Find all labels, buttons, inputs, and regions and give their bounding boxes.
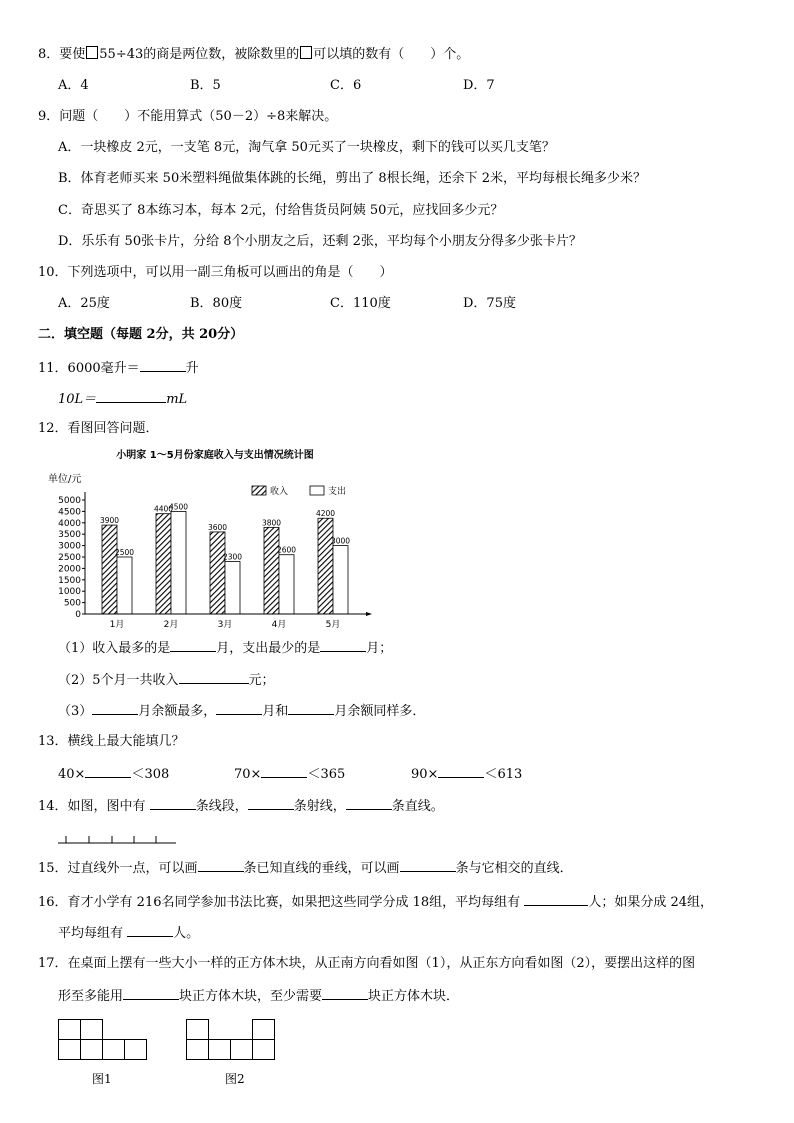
legend-swatch-expense [310, 486, 324, 495]
q10-option-c: C．110度 [330, 296, 391, 311]
answer-blank[interactable] [85, 764, 131, 778]
block-square [187, 1040, 209, 1060]
q14-stem [38, 796, 444, 816]
block-square [59, 1020, 81, 1040]
q13-item-1 [58, 764, 169, 784]
q8-option-b: B．5 [190, 78, 221, 93]
bar-value-label: 4500 [168, 502, 189, 512]
q13-item-post: ＜308 [131, 767, 170, 782]
q9-stem: 9．问题（ ）不能用算式（50－2）÷8来解决。 [38, 109, 338, 124]
q10-option-d: D．75度 [463, 296, 516, 311]
y-tick-label: 3000 [58, 541, 81, 552]
y-tick-label: 4000 [58, 518, 81, 529]
bar-value-label: 2500 [114, 548, 135, 557]
answer-blank[interactable] [198, 858, 244, 872]
block-square [253, 1020, 275, 1040]
q17-c: 块正方体木块，至少需要 [179, 989, 323, 1004]
q13-stem: 13．横线上最大能填几？ [38, 734, 185, 749]
y-tick-label: 2500 [58, 553, 81, 563]
q16-d: 人。 [173, 926, 200, 941]
figure-1-blocks [58, 1019, 148, 1061]
q16-c: 平均每组有 [58, 926, 124, 941]
bar-chart [40, 444, 372, 630]
answer-blank[interactable] [170, 638, 216, 652]
answer-blank[interactable] [96, 389, 166, 403]
q14-a: 14．如图，图中有 [38, 799, 146, 814]
y-tick-label: 3500 [58, 530, 81, 541]
q14-d: 条直线。 [391, 799, 444, 814]
block-square [231, 1040, 253, 1060]
bar-expense [225, 562, 240, 614]
q11-b-pre: 10L＝ [58, 392, 97, 407]
answer-blank[interactable] [288, 701, 334, 715]
bar-expense [171, 511, 186, 614]
q13-item-pre: 70× [234, 767, 262, 782]
q12-stem: 12．看图回答问题． [38, 421, 159, 436]
q12-sub1-b: 月，支出最少的是 [216, 641, 321, 656]
q12-sub1-c: 月； [366, 641, 393, 656]
answer-blank[interactable] [524, 892, 588, 906]
q12-sub3 [58, 701, 425, 721]
bar-value-label: 4200 [315, 509, 336, 519]
blank-box-icon [300, 46, 312, 59]
answer-blank[interactable] [92, 701, 138, 715]
y-tick-label: 1000 [58, 587, 81, 598]
q11-a-pre: 11．6000毫升＝ [38, 361, 140, 376]
block-square [187, 1020, 209, 1040]
q15-c: 条与它相交的直线． [455, 861, 573, 876]
q17-line-2 [58, 986, 459, 1006]
x-category-label: 2月 [163, 620, 179, 630]
section-heading: 二．填空题（每题 2分，共 20分） [38, 327, 244, 342]
bar-value-label: 3800 [261, 518, 282, 528]
q8-stem-a: 8．要使 [38, 47, 86, 62]
answer-blank[interactable] [216, 701, 262, 715]
q12-sub3-a: （3） [58, 704, 93, 719]
q10-stem: 10．下列选项中，可以用一副三角板可以画出的角是（ ） [38, 265, 393, 280]
y-axis-label: 单位/元 [48, 474, 82, 485]
legend-label-income: 收入 [270, 487, 289, 497]
q13-item-pre: 40× [58, 767, 86, 782]
q13-item-3 [411, 764, 522, 784]
q13-item-pre: 90× [411, 767, 439, 782]
q15-b: 条已知直线的垂线，可以画 [243, 861, 400, 876]
q13-item-post: ＜613 [484, 767, 523, 782]
q17-line-1: 17．在桌面上摆有一些大小一样的正方体木块，从正南方向看如图（1），从正东方向看如图（2），要摆出这样的图 [38, 956, 696, 971]
q17-b: 形至多能用 [58, 989, 124, 1004]
q9-option-d: D．乐乐有 50张卡片，分给 8个小朋友之后，还剩 2张，平均每个小朋友分得多少张卡片？ [58, 234, 582, 249]
q10-option-b: B．80度 [190, 296, 243, 311]
answer-blank[interactable] [320, 638, 366, 652]
bar-income [102, 525, 117, 614]
chart-legend [252, 485, 346, 497]
q12-sub3-d: 月余额同样多． [334, 704, 426, 719]
q13-item-2 [234, 764, 345, 784]
q9-option-a: A．一块橡皮 2元，一支笔 8元，淘气拿 50元买了一块橡皮，剩下的钱可以买几支笔？ [58, 140, 555, 155]
q15-stem [38, 858, 573, 878]
answer-blank[interactable] [400, 858, 456, 872]
q12-sub3-b: 月余额最多， [138, 704, 217, 719]
q15-a: 15．过直线外一点，可以画 [38, 861, 198, 876]
q10-option-a: A．25度 [58, 296, 110, 311]
q11-line-a [38, 358, 199, 378]
legend-label-expense: 支出 [328, 487, 347, 497]
block-square [81, 1040, 103, 1060]
q16-a: 16．育才小学有 216名同学参加书法比赛，如果把这些同学分成 18组，平均每组有 [38, 895, 521, 910]
x-category-label: 3月 [217, 620, 233, 630]
q16-b: 人；如果分成 24组， [588, 895, 713, 910]
bar-income [318, 518, 333, 614]
q17-d: 块正方体木块． [368, 989, 460, 1004]
q12-sub1 [58, 638, 392, 658]
bar-value-label: 3600 [207, 522, 228, 532]
bar-value-label: 2300 [222, 552, 243, 562]
bar-income [264, 527, 279, 614]
bar-expense [117, 557, 132, 614]
bar-value-label: 3000 [330, 536, 351, 546]
bar-expense [333, 546, 348, 614]
q8-option-d: D．7 [463, 78, 495, 93]
q16-line-1 [38, 892, 713, 912]
chart-title: 小明家 1～5月份家庭收入与支出情况统计图 [116, 450, 314, 461]
x-axis-arrow-icon [366, 612, 372, 616]
y-tick-label: 4500 [58, 507, 81, 518]
q9-option-b: B．体育老师买来 50米塑料绳做集体跳的长绳，剪出了 8根长绳，还余下 2米，平均每根长绳多少米？ [58, 171, 647, 186]
x-category-label: 5月 [325, 620, 341, 630]
block-square [253, 1040, 275, 1060]
q14-c: 条射线， [293, 799, 346, 814]
q9-option-c: C．奇思买了 8本练习本，每本 2元，付给售货员阿姨 50元，应找回多少元？ [58, 203, 504, 218]
answer-blank[interactable] [140, 358, 186, 372]
q12-sub2 [58, 670, 275, 690]
figure-2-caption: 图2 [225, 1072, 245, 1086]
block-square [209, 1040, 231, 1060]
q8-stem [38, 46, 469, 64]
answer-blank[interactable] [123, 986, 179, 1000]
y-tick-label: 1500 [58, 575, 81, 586]
x-category-label: 1月 [109, 620, 125, 630]
q12-sub2-b: 元； [248, 673, 275, 688]
y-tick-label: 5000 [58, 496, 81, 506]
blank-box-icon [86, 46, 98, 59]
q8-stem-c: 可以填的数有（ ）个。 [313, 47, 470, 62]
bar-value-label: 3900 [99, 516, 120, 526]
block-square [59, 1040, 81, 1060]
q16-line-2 [58, 923, 199, 943]
q11-b-post: mL [166, 392, 188, 407]
q13-item-post: ＜365 [307, 767, 346, 782]
bar-value-label: 2600 [276, 545, 297, 555]
q8-option-c: C．6 [330, 78, 362, 93]
q12-sub2-a: （2）5个月一共收入 [58, 673, 179, 688]
bar-expense [279, 555, 294, 614]
y-tick-label: 2000 [58, 564, 81, 575]
legend-swatch-income [252, 486, 266, 495]
q11-line-b [58, 389, 187, 409]
figure-2-blocks [186, 1019, 276, 1061]
answer-blank[interactable] [179, 670, 249, 684]
answer-blank[interactable] [322, 986, 368, 1000]
answer-blank[interactable] [127, 923, 173, 937]
answer-blank[interactable] [150, 796, 196, 810]
q11-a-post: 升 [185, 361, 199, 376]
bar-income [156, 514, 171, 614]
q8-stem-b: 55÷43的商是两位数，被除数里的 [99, 47, 300, 62]
q12-sub3-c: 月和 [262, 704, 289, 719]
y-tick-label: 0 [75, 610, 81, 620]
block-square [81, 1020, 103, 1040]
x-category-label: 4月 [271, 620, 287, 630]
figure-1-caption: 图1 [92, 1072, 112, 1086]
bar-value-label: 4400 [153, 504, 174, 514]
block-square [103, 1040, 125, 1060]
bar-income [210, 532, 225, 614]
q14-b: 条线段， [195, 799, 248, 814]
answer-blank[interactable] [438, 764, 484, 778]
y-tick-label: 500 [63, 598, 81, 609]
q8-option-a: A．4 [58, 78, 89, 93]
answer-blank[interactable] [248, 796, 294, 810]
answer-blank[interactable] [346, 796, 392, 810]
block-square [125, 1040, 147, 1060]
answer-blank[interactable] [261, 764, 307, 778]
q12-sub1-a: （1）收入最多的是 [58, 641, 171, 656]
line-figure [56, 830, 180, 846]
